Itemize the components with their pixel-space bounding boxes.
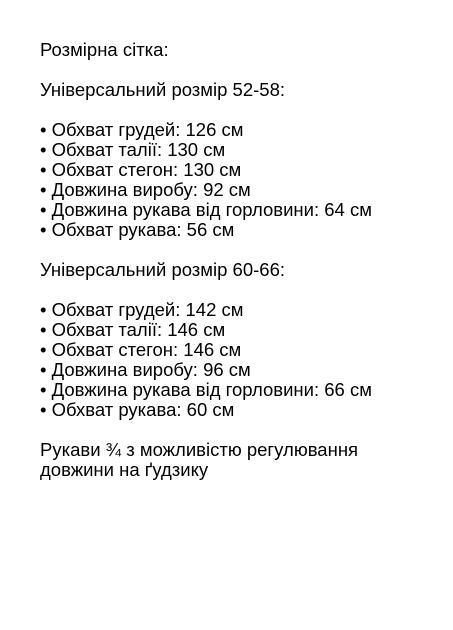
size-chart-heading: Розмірна сітка: xyxy=(40,39,169,60)
spacer xyxy=(40,100,445,120)
spacer xyxy=(40,280,445,300)
spacer xyxy=(40,420,445,440)
list-item: • Обхват грудей: 126 см xyxy=(40,119,244,140)
spacer xyxy=(40,240,445,260)
list-item: • Довжина виробу: 96 см xyxy=(40,359,251,380)
list-item: • Обхват рукава: 60 см xyxy=(40,399,235,420)
section-title-52-58: Універсальний розмір 52-58: xyxy=(40,79,286,100)
sleeve-note-line-2: довжини на ґудзику xyxy=(40,459,209,480)
section-title-60-66: Універсальний розмір 60-66: xyxy=(40,259,286,280)
list-item: • Обхват талії: 146 см xyxy=(40,319,226,340)
sleeve-note-line-1: Рукави ¾ з можливістю регулювання xyxy=(40,439,359,460)
size-chart-document xyxy=(40,40,445,480)
list-item: • Обхват стегон: 130 см xyxy=(40,159,242,180)
list-item: • Довжина виробу: 92 см xyxy=(40,179,251,200)
list-item: • Обхват стегон: 146 см xyxy=(40,339,242,360)
list-item: • Довжина рукава від горловини: 66 см xyxy=(40,379,372,400)
list-item: • Обхват рукава: 56 см xyxy=(40,219,235,240)
spacer xyxy=(40,60,445,80)
list-item: • Обхват грудей: 142 см xyxy=(40,299,244,320)
list-item: • Обхват талії: 130 см xyxy=(40,139,226,160)
list-item: • Довжина рукава від горловини: 64 см xyxy=(40,199,372,220)
